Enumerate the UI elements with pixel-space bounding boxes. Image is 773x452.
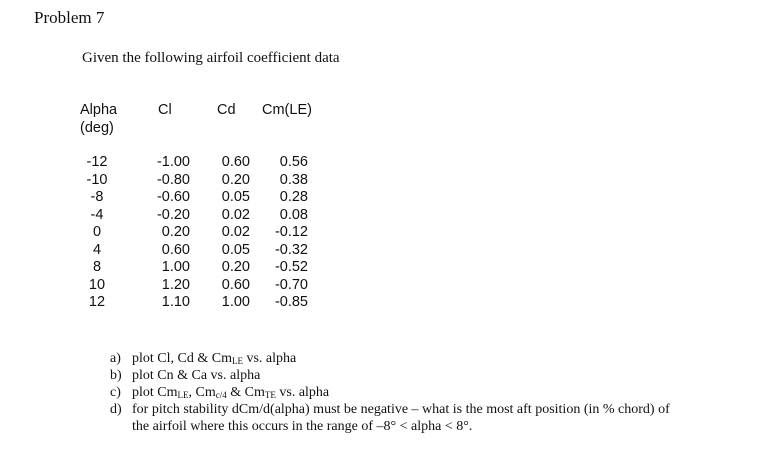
task-text: plot Cn & Ca vs. alpha <box>132 368 261 383</box>
table-cell: -0.32 <box>274 241 308 258</box>
table-cell: 12 <box>88 294 106 310</box>
task-c-text1: plot Cm <box>132 385 178 400</box>
alpha-header-line2: (deg) <box>80 119 114 136</box>
task-label: a) <box>110 351 121 366</box>
table-cell: -0.80 <box>156 171 190 188</box>
table-cell: -0.85 <box>274 294 308 310</box>
problem-title: Problem 7 <box>34 8 105 27</box>
table-cell: 0.05 <box>221 189 250 205</box>
task-text <box>132 384 672 401</box>
table-cell: 0.20 <box>221 171 250 188</box>
table-cell: 0.02 <box>221 206 250 223</box>
alpha-header <box>80 102 117 154</box>
task-a-sub1: LE <box>231 356 243 366</box>
table-cell: -1.00 <box>156 154 190 170</box>
task-text <box>132 350 672 367</box>
task-c-text3: & Cm <box>226 385 265 400</box>
table-cell: 0.08 <box>279 206 308 223</box>
table-cell: 0.56 <box>279 154 308 170</box>
intro-text: Given the following airfoil coefficient data <box>82 50 340 66</box>
table-cell: 0.38 <box>279 171 308 188</box>
table-cell: -12 <box>86 154 108 170</box>
task-a <box>110 350 672 367</box>
task-text: for pitch stability dCm/d(alpha) must be negative – what is the most aft position (in % chord) of the airfoil where this occurs in the range of –8° < alpha < 8°. <box>132 402 670 434</box>
table-cell: 0 <box>92 224 102 240</box>
cm-column <box>262 102 312 312</box>
task-c-sub2: c/4 <box>215 390 227 400</box>
task-list <box>110 350 672 435</box>
task-label: b) <box>110 368 122 383</box>
table-cell: 1.10 <box>161 294 190 310</box>
table-cell: -0.52 <box>274 259 308 275</box>
table-cell: -10 <box>86 171 108 188</box>
table-cell: 10 <box>88 276 106 293</box>
task-b <box>110 367 672 384</box>
table-cell: 0.02 <box>221 224 250 240</box>
alpha-values <box>80 154 114 312</box>
task-label: d) <box>110 402 122 417</box>
table-cell: 0.20 <box>161 224 190 240</box>
table-cell: 1.20 <box>161 276 190 293</box>
table-cell: -4 <box>90 206 104 223</box>
table-cell: -8 <box>90 189 104 205</box>
cm-header: Cm(LE) <box>262 102 312 118</box>
cd-values <box>208 154 250 312</box>
table-cell: 0.05 <box>221 241 250 258</box>
alpha-header-line1: Alpha <box>80 102 118 118</box>
table-cell: -0.60 <box>156 189 190 205</box>
alpha-column <box>80 102 117 312</box>
cl-header: Cl <box>158 102 172 118</box>
table-cell: 0.20 <box>221 259 250 275</box>
table-cell: -0.20 <box>156 206 190 223</box>
table-cell: 1.00 <box>221 294 250 310</box>
table-cell: -0.12 <box>274 224 308 240</box>
task-a-text1: plot Cl, Cd & Cm <box>132 351 232 366</box>
cd-column <box>208 102 250 312</box>
table-cell: 0.60 <box>221 276 250 293</box>
table-cell: -0.70 <box>274 276 308 293</box>
table-cell: 0.60 <box>161 241 190 258</box>
cl-column <box>140 102 190 312</box>
cm-values <box>262 154 308 312</box>
task-c-text4: vs. alpha <box>275 385 330 400</box>
task-a-text2: vs. alpha <box>242 351 297 366</box>
cd-header: Cd <box>217 102 236 118</box>
task-c-text2: , Cm <box>188 385 216 400</box>
task-c-sub3: TE <box>264 390 276 400</box>
table-cell: 8 <box>92 259 102 275</box>
task-label: c) <box>110 385 121 400</box>
table-cell: 0.60 <box>221 154 250 170</box>
task-d <box>110 401 672 435</box>
table-cell: 1.00 <box>161 259 190 275</box>
task-c-sub1: LE <box>177 390 189 400</box>
cl-values <box>140 154 190 312</box>
table-cell: 4 <box>92 241 102 258</box>
table-cell: 0.28 <box>279 189 308 205</box>
task-c <box>110 384 672 401</box>
